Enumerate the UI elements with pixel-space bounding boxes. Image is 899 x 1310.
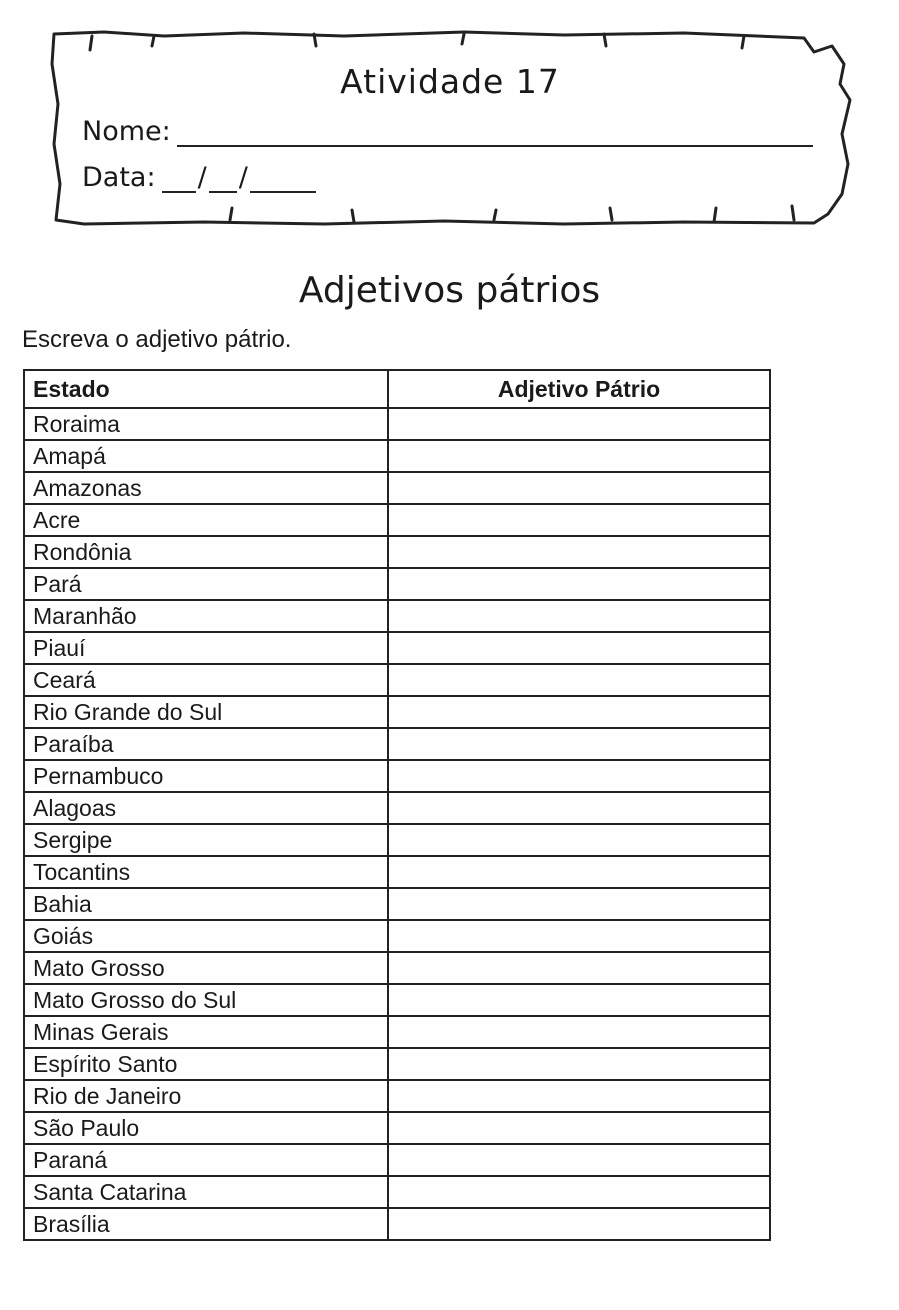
table-row — [24, 984, 770, 1016]
table-row — [24, 472, 770, 504]
state-name-cell: Santa Catarina — [24, 1176, 388, 1208]
adjective-answer-cell[interactable] — [388, 952, 770, 984]
adjective-answer-cell[interactable] — [388, 440, 770, 472]
adjective-answer-cell[interactable] — [388, 1176, 770, 1208]
table-row — [24, 1176, 770, 1208]
table-row — [24, 728, 770, 760]
state-name-cell: Paraná — [24, 1144, 388, 1176]
table-row — [24, 1208, 770, 1240]
title-scroll-frame — [44, 24, 856, 236]
state-name-cell: Rio de Janeiro — [24, 1080, 388, 1112]
page-heading: Adjetivos pátrios — [298, 270, 601, 311]
table-row — [24, 696, 770, 728]
adjective-answer-cell[interactable] — [388, 504, 770, 536]
adjective-answer-cell[interactable] — [388, 760, 770, 792]
adjective-answer-cell[interactable] — [388, 568, 770, 600]
table-row — [24, 824, 770, 856]
date-separator: / — [197, 162, 207, 193]
state-name-cell: Amazonas — [24, 472, 388, 504]
state-name-cell: Maranhão — [24, 600, 388, 632]
table-row — [24, 760, 770, 792]
state-name-cell: Minas Gerais — [24, 1016, 388, 1048]
state-name-cell: Bahia — [24, 888, 388, 920]
adjective-answer-cell[interactable] — [388, 856, 770, 888]
state-name-cell: Paraíba — [24, 728, 388, 760]
state-name-cell: Mato Grosso — [24, 952, 388, 984]
table-row — [24, 952, 770, 984]
column-header-adjective: Adjetivo Pátrio — [388, 370, 770, 408]
state-name-cell: Sergipe — [24, 824, 388, 856]
table-row — [24, 1080, 770, 1112]
adjective-answer-cell[interactable] — [388, 472, 770, 504]
adjective-answer-cell[interactable] — [388, 792, 770, 824]
state-name-cell: Ceará — [24, 664, 388, 696]
table-row — [24, 408, 770, 440]
name-label: Nome: — [82, 116, 171, 147]
instruction-text: Escreva o adjetivo pátrio. — [22, 326, 292, 353]
table-row — [24, 856, 770, 888]
adjective-answer-cell[interactable] — [388, 1112, 770, 1144]
table-row — [24, 568, 770, 600]
adjective-answer-cell[interactable] — [388, 824, 770, 856]
adjective-answer-cell[interactable] — [388, 1144, 770, 1176]
adjective-answer-cell[interactable] — [388, 632, 770, 664]
adjective-answer-cell[interactable] — [388, 664, 770, 696]
state-name-cell: Brasília — [24, 1208, 388, 1240]
states-table — [23, 369, 771, 1241]
adjective-answer-cell[interactable] — [388, 1016, 770, 1048]
name-field-row — [82, 116, 813, 147]
table-row — [24, 664, 770, 696]
adjective-answer-cell[interactable] — [388, 600, 770, 632]
date-year-line[interactable] — [250, 165, 316, 193]
adjective-answer-cell[interactable] — [388, 1080, 770, 1112]
date-separator: / — [238, 162, 248, 193]
state-name-cell: Acre — [24, 504, 388, 536]
adjective-answer-cell[interactable] — [388, 696, 770, 728]
table-row — [24, 504, 770, 536]
date-month-line[interactable] — [209, 165, 237, 193]
table-row — [24, 920, 770, 952]
state-name-cell: São Paulo — [24, 1112, 388, 1144]
adjective-answer-cell[interactable] — [388, 408, 770, 440]
table-row — [24, 1016, 770, 1048]
state-name-cell: Amapá — [24, 440, 388, 472]
state-name-cell: Piauí — [24, 632, 388, 664]
table-row — [24, 1112, 770, 1144]
adjective-answer-cell[interactable] — [388, 984, 770, 1016]
adjective-answer-cell[interactable] — [388, 888, 770, 920]
table-row — [24, 600, 770, 632]
table-row — [24, 632, 770, 664]
table-header-row — [24, 370, 770, 408]
table-row — [24, 440, 770, 472]
state-name-cell: Rondônia — [24, 536, 388, 568]
table-row — [24, 1048, 770, 1080]
date-label: Data: — [82, 162, 156, 193]
table-row — [24, 536, 770, 568]
table-row — [24, 792, 770, 824]
adjective-answer-cell[interactable] — [388, 536, 770, 568]
activity-title: Atividade 17 — [340, 62, 560, 101]
state-name-cell: Goiás — [24, 920, 388, 952]
adjective-answer-cell[interactable] — [388, 920, 770, 952]
state-name-cell: Rio Grande do Sul — [24, 696, 388, 728]
state-name-cell: Pará — [24, 568, 388, 600]
state-name-cell: Roraima — [24, 408, 388, 440]
adjective-answer-cell[interactable] — [388, 1048, 770, 1080]
state-name-cell: Tocantins — [24, 856, 388, 888]
adjective-answer-cell[interactable] — [388, 728, 770, 760]
table-row — [24, 888, 770, 920]
name-line[interactable] — [177, 119, 813, 147]
state-name-cell: Mato Grosso do Sul — [24, 984, 388, 1016]
table-row — [24, 1144, 770, 1176]
date-day-line[interactable] — [162, 165, 196, 193]
date-field-row — [82, 162, 316, 193]
column-header-state: Estado — [24, 370, 388, 408]
state-name-cell: Pernambuco — [24, 760, 388, 792]
state-name-cell: Espírito Santo — [24, 1048, 388, 1080]
adjective-answer-cell[interactable] — [388, 1208, 770, 1240]
state-name-cell: Alagoas — [24, 792, 388, 824]
